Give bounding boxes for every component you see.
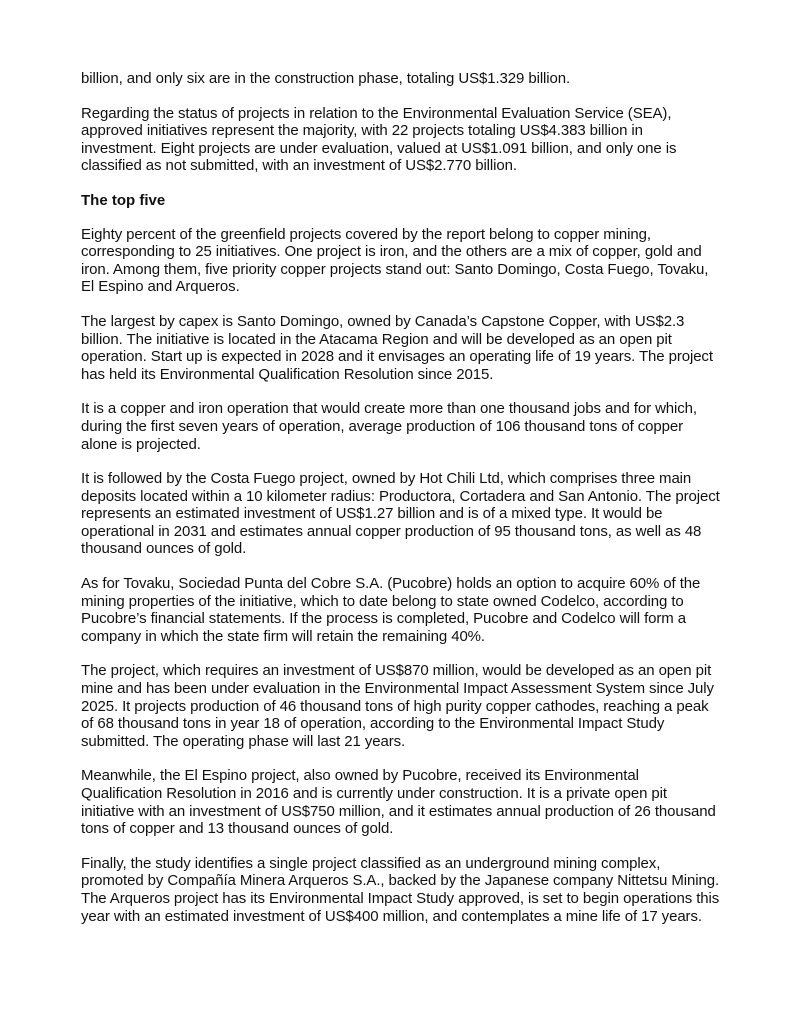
paragraph-tovaku-option: As for Tovaku, Sociedad Punta del Cobre S.A. (Pucobre) holds an option to acquire 60% of the mining properties of the initiative, which to date belong to state owned Codelco, according to Pucobre’s financial statements. If the process is completed, Pucobre and Codelco will form a company in which the state firm will retain the remaining 40%. (81, 575, 701, 645)
paragraph-arqueros: Finally, the study identifies a single project classified as an underground mining complex, promoted by Compañía Minera Arqueros S.A., backed by the Japanese company Nittetsu Mining. The Arqueros project has its Environmental Impact Study approved, is set to begin operations this year with an estimated investment of US$400 million, and contemplates a mine life of 17 years. (81, 854, 720, 925)
paragraph-el-espino: Meanwhile, the El Espino project, also owned by Pucobre, received its Environmental Qualification Resolution in 2016 and is currently under construction. It is a private open pit initiative with an investment of US$750 million, and it estimates annual production of 26 thousand tons of copper and 13 thousand ounces of gold. (81, 767, 716, 838)
section-heading-top-five: The top five (81, 191, 166, 209)
paragraph-copper-share: Eighty percent of the greenfield projects covered by the report belong to copper mining, corresponding to 25 initiatives. One project is iron, and the others are a mix of copper, gold and iron. Among them, five priority copper projects stand out: Santo Domingo, Costa Fuego, Tovaku, El Espino and Arqueros. (81, 225, 709, 296)
paragraph-santo-domingo: The largest by capex is Santo Domingo, owned by Canada’s Capstone Copper, with US$2.3 billion. The initiative is located in the Atacama Region and will be developed as an open pit operation. Start up is expected in 2028 and it envisages an operating life of 19 years. The project has held its Environmental Qualification Resolution since 2015. (81, 312, 713, 383)
document-page (81, 70, 721, 942)
paragraph-sea-status: Regarding the status of projects in relation to the Environmental Evaluation Service (SEA), approved initiatives represent the majority, with 22 projects totaling US$4.383 billion in investment. Eight projects are under evaluation, valued at US$1.091 billion, and only one is classified as not submitted, with an investment of US$2.770 billion. (81, 104, 677, 175)
paragraph-tovaku-project: The project, which requires an investment of US$870 million, would be developed as an open pit mine and has been under evaluation in the Environmental Impact Assessment System since July 2025. It projects production of 46 thousand tons of high purity copper cathodes, reaching a peak of 68 thousand tons in year 18 of operation, according to the Environmental Impact Study submitted. The operating phase will last 21 years. (81, 662, 714, 750)
paragraph-construction-phase: billion, and only six are in the construction phase, totaling US$1.329 billion. (81, 70, 571, 87)
paragraph-costa-fuego: It is followed by the Costa Fuego project, owned by Hot Chili Ltd, which comprises three main deposits located within a 10 kilometer radius: Productora, Cortadera and San Antonio. The project represents an estimated investment of US$1.27 billion and is of a mixed type. It would be operational in 2031 and estimates annual copper production of 95 thousand tons, as well as 48 thousand ounces of gold. (81, 470, 720, 558)
paragraph-santo-domingo-jobs: It is a copper and iron operation that would create more than one thousand jobs and for which, during the first seven years of operation, average production of 106 thousand tons of copper alone is projected. (81, 400, 697, 453)
